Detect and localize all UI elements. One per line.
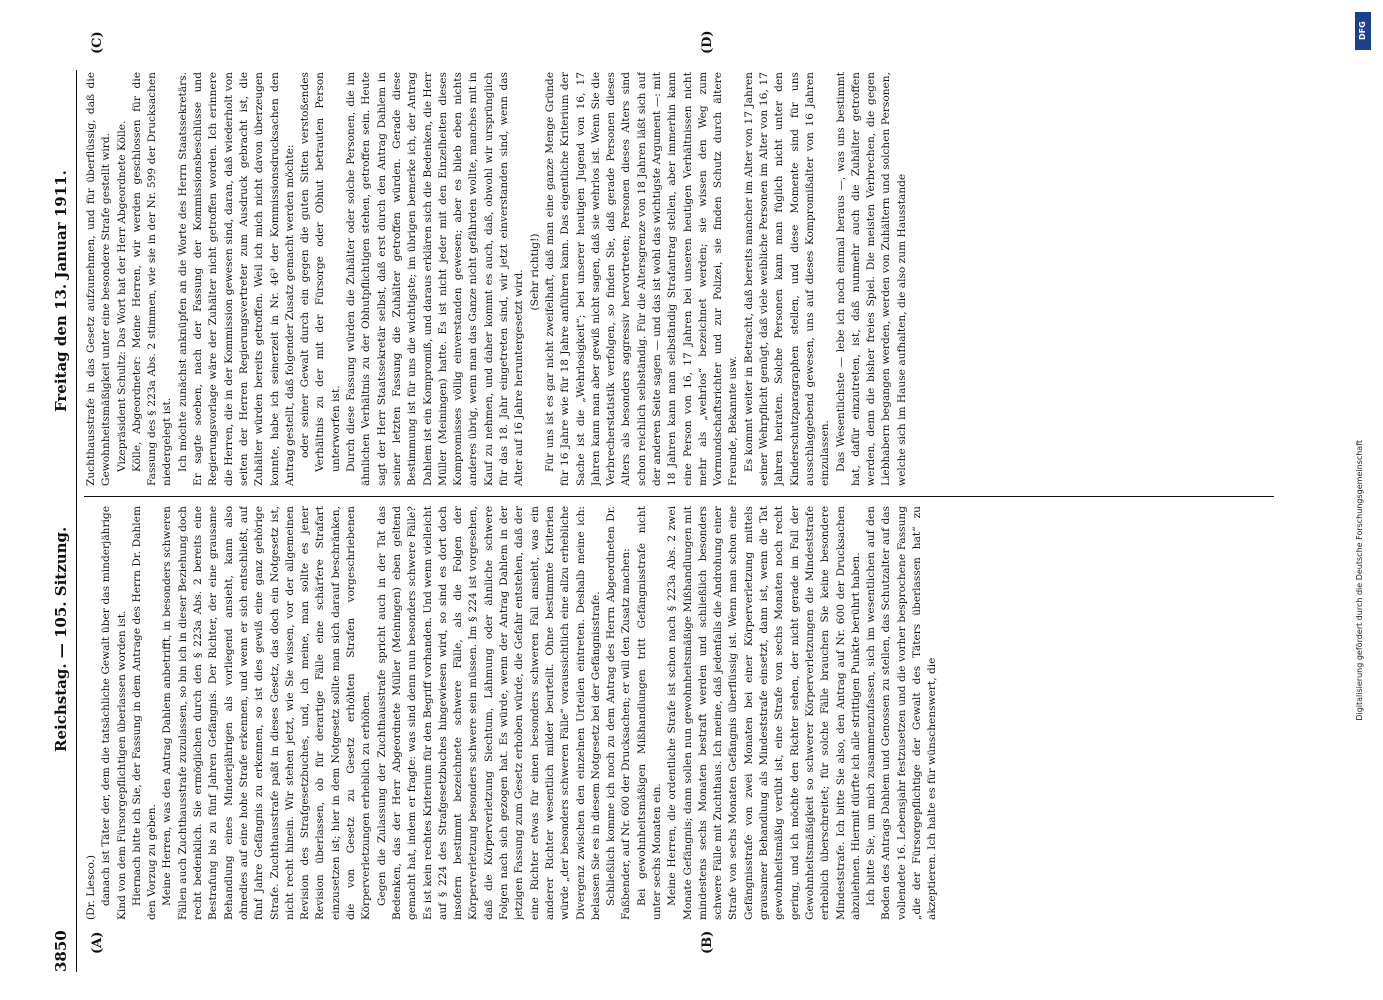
paragraph: Ich möchte zunächst anknüpfen an die Worte des Herrn Staatssekretärs. Er sagte soeben, nach der Fassung der Kommissionsbeschlüsse und Regierungsvorlage wäre der Zuhälter nicht getroffen worden. Ich erinnere die Herren, die in der Kommission gewesen sind, daran, daß wiederholt von seiten der Herren Regierungsvertreter zum Ausdruck gebracht ist, die Zuhälter würden bereits getroffen. Weil ich mich nicht davon überzeugen konnte, habe ich seinerzeit in Nr. 46³ der Kommissionsdrucksachen den Antrag gestellt, daß folgender Zusatz gemacht werden möchte: — [176, 72, 296, 486]
page-header — [52, 70, 74, 972]
interjection: (Sehr richtig!) — [528, 233, 541, 311]
paragraph: Durch diese Fassung würden die Zuhälter oder solche Personen, die im ähnlichen Verhältnis zu der Obhutpflichtigen stehen, getroffen sein. Heute sagt der Herr Staatssekretär selbst, daß erst durch den Antrag Dahlem in seiner letzten Fassung die Zuhälter getroffen würden. Gerade diese Bestimmung ist für uns die wichtigste; im übrigen bemerke ich, der Antrag Dahlem ist ein Kompromiß, und daraus erklären sich die Bedenken, die Herr Müller (Meiningen) hatte. Es ist nicht jeder mit den Einzelheiten dieses Kompromisses völlig einverstanden gewesen; aber es blieb eben nichts anderes übrig, wenn man das Ganze nicht gefährden wollte, manches mit in Kauf zu nehmen, und daher kommt es auch, daß, obwohl wir ursprünglich für das 18. Jahr eingetreten sind, wir jetzt einverstanden sind, wenn das Alter auf 16 Jahre heruntergesetzt wird. — [345, 72, 526, 486]
page-number: 3850 — [52, 930, 70, 972]
paragraph: Gegen die Zulassung der Zuchthausstrafe spricht auch in der Tat das Bedenken, das der Herr Abgeordnete Müller (Meiningen) eben geltend gemacht hat, indem er fragte: was sind denn nun besonders schwere Fälle? Es ist kein rechtes Kriterium für den Begriff vorhanden. Und wenn vielleicht auf § 224 des Strafgesetzbuches hingewiesen wird, so sind es dort doch insofern bestimmt bezeichnete schwere Fälle, als die Folgen der Körperverletzung besonders schwere sein müssen. Im § 224 ist vorgesehen, daß die Körperverletzung Siechtum, Lähmung oder ähnliche schwere Folgen nach sich gezogen hat. Es würde, wenn der Antrag Dahlem in der jetzigen Fassung zum Gesetz erhoben würde, die Gefahr entstehen, daß der eine Richter etwas für einen besonders schweren Fall ansieht, was ein anderer Richter wesentlich milder beurteilt. Ohne bestimmte Kriterien würde „der besonders schweren Fälle“ voraussichtlich eine allzu erhebliche Divergenz zwischen den einzelnen Urteilen eintreten. Deshalb meine ich: belassen Sie es in diesem Notgesetz bei der Gefängnisstrafe. — [375, 506, 602, 920]
paragraph: Kölle, Abgeordneter: Meine Herren, wir werden geschlossen für die Fassung des § 223a Abs. 2 stimmen, wie sie in der Nr. 599 der Drucksachen niedergelegt ist. — [130, 72, 174, 486]
paragraph: Zuchthausstrafe in das Gesetz aufzunehmen, und für überflüssig, daß die Gewohnheitsmäßigkeit unter eine besondere Strafe gestellt wird. — [85, 72, 113, 486]
paragraph: Vizepräsident Schultz: Das Wort hat der Herr Abgeordnete Kölle. — [115, 120, 128, 472]
digitization-credit: Digitalisierung gefördert durch die Deutsche Forschungsgemeinschaft — [1355, 440, 1364, 721]
paragraph: danach ist Täter der, dem die tatsächliche Gewalt über das minderjährige Kind von dem Fürsorgepflichtigen überlassen worden ist. — [100, 506, 128, 920]
paragraph: Schließlich komme ich noch zu dem Antrag des Herrn Abgeordneten Dr. Faßbender, auf Nr. 600 der Drucksachen; er will den Zusatz machen: — [605, 506, 633, 920]
margin-mark-c: (C) — [90, 31, 105, 54]
header-right-title: Freitag den 13. Januar 1911. — [52, 170, 70, 412]
margin-mark-d: (D) — [700, 30, 715, 54]
paragraph: Meine Herren, was den Antrag Dahlem anbetrifft, in besonders schweren Fällen auch Zuchthausstrafe zuzulassen, so bin ich in dieser Beziehung doch recht bedenklich. Sie ermöglichen durch den § 223a Abs. 2 bereits eine Bestrafung bis zu fünf Jahren Gefängnis. Der Richter, der eine grausame Behandlung eines Minderjährigen als vorliegend ansieht, kann also ohnedies auf eine hohe Strafe erkennen, und wenn er sich entschließt, auf fünf Jahre Gefängnis zu erkennen, so ist dies gewiß eine ganz gehörige Strafe. Zuchthausstrafe paßt in dieses Gesetz, das doch ein Notgesetz ist, nicht recht hinein. Wir stehen jetzt, wie Sie wissen, vor der allgemeinen Revision des Strafgesetzbuches, und, ich meine, man sollte es jener Revision überlassen, ob für derartige Fälle eine schärfere Strafart einzusetzen ist; hier in dem Notgesetz sollte man sich darauf beschränken, die von Gesetz zu Gesetz erhöhten Strafen vorgeschriebenen Körperverletzungen erheblich zu erhöhen. — [161, 506, 373, 920]
paragraph: Für uns ist es gar nicht zweifelhaft, daß man eine ganze Menge Gründe für 16 Jahre wie für 18 Jahre anführen kann. Das eigentliche Kriterium der Sache ist die „Wehrlosigkeit“; bei unserer heutigen Jugend von 16, 17 Jahren kann man aber gewiß nicht sagen, daß sie wehrlos ist. Wenn Sie die Verbrecherstatistik verfolgen, so finden Sie, daß gerade Personen dieses Alters als besonders aggressiv hervortreten; Personen dieses Alters sind schon reichlich selbständig. Für die Altersgrenze von 18 Jahren läßt sich auf der anderen Seite sagen — und das ist wohl das wichtigste Argument —: mit 18 Jahren kann man selbständig Strafantrag stellen, aber immerhin kann eine Person von 16, 17 Jahren bei unseren heutigen Verhältnissen nicht mehr als „wehrlos“ bezeichnet werden; sie wissen den Weg zum Vormundschaftsrichter und zur Polizei, sie finden Schutz durch ältere Freunde, Bekannte usw. — [543, 72, 740, 486]
paragraph: Es kommt weiter in Betracht, daß bereits mancher im Alter von 17 Jahren seiner Wehrpflicht genügt, daß viele weibliche Personen im Alter von 16, 17 Jahren heiraten. Solche Personen kann man füglich nicht unter den Kinderschutzparagraphen stellen, und diese Momente sind für uns ausschlaggebend gewesen, uns auf dieses Kompromißalter von 16 Jahren einzulassen. — [742, 72, 832, 486]
paragraph: Hiernach bitte ich Sie, der Fassung in dem Antrage des Herrn Dr. Dahlem den Vorzug zu geben. — [130, 506, 159, 920]
paragraph: Bei gewohnheitsmäßigen Mißhandlungen tritt Gefängnisstrafe nicht unter sechs Monaten ein. — [635, 506, 663, 920]
header-left-title: Reichstag. — 105. Sitzung. — [52, 526, 70, 752]
paragraph: Ich bitte Sie, um mich zusammenzufassen, sich im wesentlichen auf den Boden des Antrags Dahlem und Genossen zu stellen, das Schutzalter auf das vollendete 16. Lebensjahr festzusetzen und die vorher besprochene Fassung „die der Fürsorgepflichtige der Gewalt des Täters überlassen hat“ zu akzeptieren. Ich halte es für wünschenswert, die — [865, 506, 939, 920]
column-divider — [84, 496, 1274, 497]
margin-mark-a: (A) — [90, 931, 105, 954]
quoted-paragraph: oder seiner Gewalt durch ein gegen die guten Sitten verstoßendes Verhältnis zu der mit der Fürsorge oder Obhut betrauten Person unterworfen ist. — [299, 72, 342, 472]
right-column — [84, 72, 1280, 486]
margin-mark-b: (B) — [700, 930, 715, 954]
left-column — [84, 506, 1280, 920]
paragraph: (Dr. Liesco.) — [85, 854, 97, 920]
header-rule — [76, 70, 77, 972]
paragraph: Meine Herren, die ordentliche Strafe ist schon nach § 223a Abs. 2 zwei Monate Gefängnis; dann sollen nun gewohnheitsmäßige Mißhandlungen mit mindestens sechs Monaten bestraft werden und schließlich besonders schwere Fälle mit Zuchthaus. Ich meine, daß jedenfalls die Androhung einer Strafe von sechs Monaten Gefängnis überflüssig ist. Wenn man schon eine Gefängnisstrafe von zwei Monaten bei einer Körperverletzung mittels grausamer Behandlung als Mindeststrafe einsetzt, dann ist, wenn die Tat gewohnheitsmäßig verübt ist, eine Strafe von sechs Monaten noch recht gering, und ich möchte den Richter sehen, der nicht gerade im Fall der Gewohnheitsmäßigkeit so schwerer Körperverletzungen die Mindeststrafe erheblich überschreitet; für solche Fälle brauchen Sie keine besondere Mindeststrafe. Ich bitte Sie also, den Antrag auf Nr. 600 der Drucksachen abzulehnen. Hiermit dürfte ich alle strittigen Punkte berührt haben. — [666, 506, 862, 920]
dfg-logo: DFG — [1355, 12, 1371, 50]
paragraph: Das Wesentlichste — lebe ich noch einmal heraus —, was uns bestimmt hat, dafür einzutreten, ist, daß nunmehr auch die Zuhälter getroffen werden, denn die bisher freies Spiel. Die meisten Verbrechen, die gegen Liebhabern begangen werden, werden von Zuhältern und solchen Personen, welche sich im Hause aufhalten, die also zum Hausstande — [834, 72, 908, 486]
